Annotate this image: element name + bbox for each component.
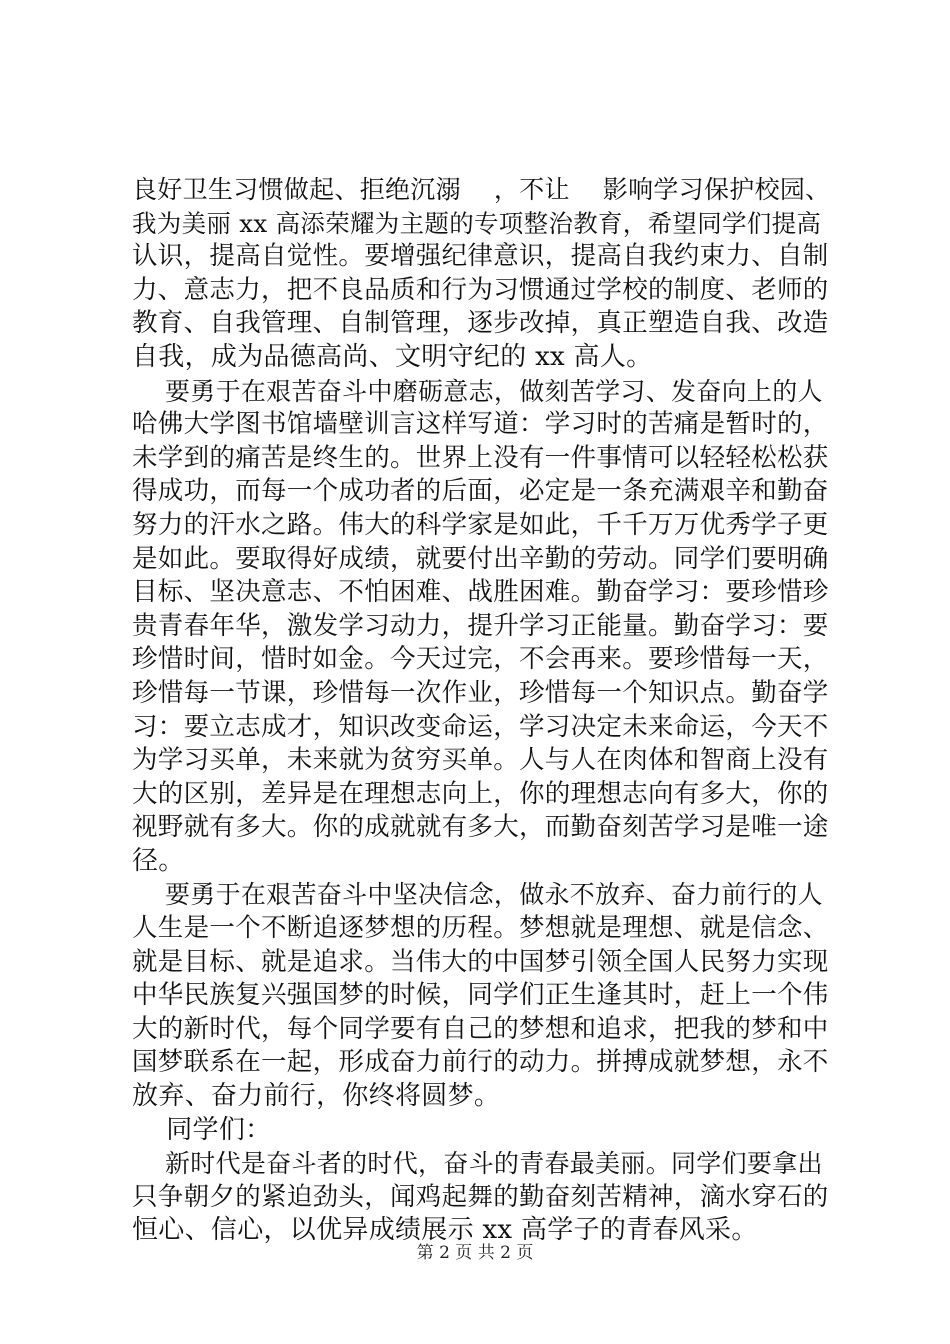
text-line: 只争朝夕的紧迫劲头，闻鸡起舞的勤奋刻苦精神，滴水穿石的 <box>132 1181 829 1212</box>
text-line: 认识，提高自觉性。要增强纪律意识，提高自我约束力、自制 <box>132 241 829 272</box>
text-line: 大的区别，差异是在理想志向上，你的理想志向有多大，你的 <box>132 778 829 809</box>
text-line: 目标、坚决意志、不怕困难、战胜困难。勤奋学习：要珍惜珍 <box>132 577 829 608</box>
text-line: 我为美丽 xx 高添荣耀为主题的专项整治教育，希望同学们提高 <box>132 208 822 238</box>
text-line: 努力的汗水之路。伟大的科学家是如此，千千万万优秀学子更 <box>132 509 829 540</box>
text-line: 良好卫生习惯做起、拒绝沉溺 ，不让 影响学习保护校园、 <box>132 175 831 204</box>
text-line: 大的新时代，每个同学要有自己的梦想和追求，把我的梦和中 <box>132 1013 829 1044</box>
text-line: 为学习买单，未来就为贫穷买单。人与人在肉体和智商上没有 <box>132 745 829 776</box>
page-footer <box>0 1238 950 1263</box>
text-line: 未学到的痛苦是终生的。世界上没有一件事情可以轻轻松松获 <box>132 442 829 473</box>
text-line: 习：要立志成才，知识改变命运，学习决定未来命运，今天不 <box>132 711 829 742</box>
text-line: 就是目标、就是追求。当伟大的中国梦引领全国人民努力实现 <box>132 946 829 977</box>
text-line: 中华民族复兴强国梦的时候，同学们正生逢其时，赶上一个伟 <box>132 980 829 1011</box>
salutation: 同学们： <box>132 1114 272 1145</box>
page-number: 第 2 页 共 2 页 <box>416 1243 534 1263</box>
text-line: 放弃、奋力前行，你终将圆梦。 <box>132 1081 501 1112</box>
text-line: 国梦联系在一起，形成奋力前行的动力。拼搏成就梦想，永不 <box>132 1047 829 1078</box>
text-line: 贵青春年华，激发学习动力，提升学习正能量。勤奋学习：要 <box>132 610 829 641</box>
paragraph-heading: 要勇于在艰苦奋斗中坚决信念，做永不放弃、奋力前行的人 <box>132 880 823 910</box>
text-line: 视野就有多大。你的成就就有多大，而勤奋刻苦学习是唯一途 <box>132 812 829 843</box>
text-line: 恒心、信心，以优异成绩展示 xx 高学子的青春风采。 <box>132 1215 758 1246</box>
text-line: 教育、自我管理、自制管理，逐步改掉，真正塑造自我、改造 <box>132 308 829 339</box>
text-line: 力、意志力，把不良品质和行为习惯通过学校的制度、老师的 <box>132 274 829 305</box>
text-line: 得成功，而每一个成功者的后面，必定是一条充满艰辛和勤奋 <box>132 476 829 507</box>
text-line: 哈佛大学图书馆墙壁训言这样写道：学习时的苦痛是暂时的， <box>132 409 829 440</box>
body-text <box>132 173 832 1248</box>
text-line: 径。 <box>132 845 185 876</box>
text-line: 人生是一个不断追逐梦想的历程。梦想就是理想、就是信念、 <box>132 913 829 944</box>
text-line: 是如此。要取得好成绩，就要付出辛勤的劳动。同学们要明确 <box>132 543 829 574</box>
paragraph-heading: 要勇于在艰苦奋斗中磨砺意志，做刻苦学习、发奋向上的人 <box>132 376 823 406</box>
text-line: 珍惜每一节课，珍惜每一次作业，珍惜每一个知识点。勤奋学 <box>132 677 829 708</box>
text-line: 珍惜时间，惜时如金。今天过完，不会再来。要珍惜每一天， <box>132 644 829 675</box>
text-line: 新时代是奋斗者的时代，奋斗的青春最美丽。同学们要拿出 <box>132 1149 823 1179</box>
text-line: 自我，成为品德高尚、文明守纪的 xx 高人。 <box>132 341 653 372</box>
